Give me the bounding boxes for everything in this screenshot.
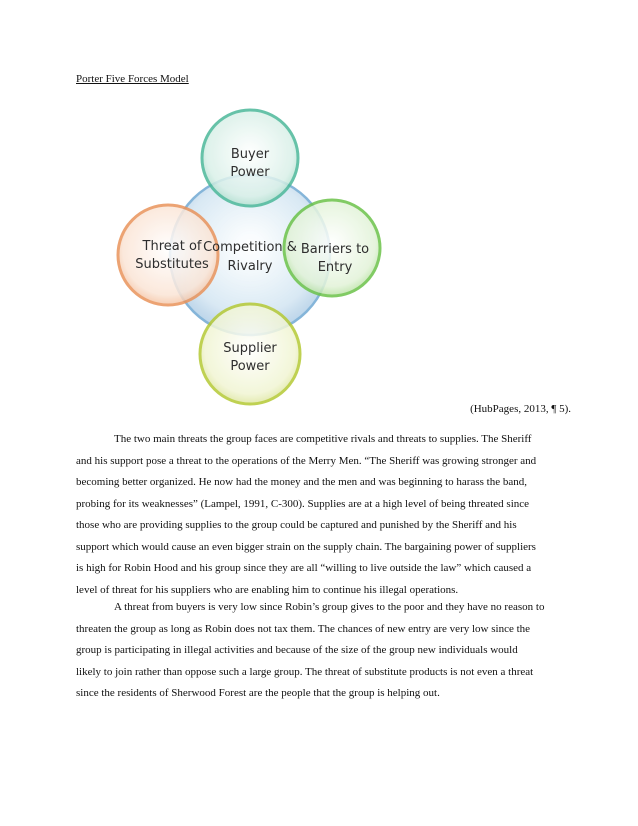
paragraph-line: support which would cause an even bigger strain on the supply chain. The bargaining power of suppliers — [76, 540, 536, 553]
left-label-1: Threat of — [142, 239, 202, 254]
porter-five-forces-diagram — [110, 90, 410, 410]
right-label-1: Barriers to — [300, 242, 370, 257]
paragraph-line: likely to join rather than oppose such a large group. The threat of substitute products is not even a threat — [76, 665, 534, 678]
paragraph-line: is high for Robin Hood and his group since they are all “willing to live outside the law” which caused a — [76, 562, 532, 574]
paragraph-line: level of threat for his suppliers who are enabling him to continue his illegal operations. — [76, 583, 459, 596]
bottom-label-1: Supplier — [223, 341, 277, 356]
paragraph-line: probing for its weaknesses” (Lampel, 1991, C-300). Supplies are at a high level of being threated since — [76, 497, 530, 510]
paragraph-rivals-suppliers — [76, 429, 566, 601]
top-label-1: Buyer — [230, 147, 270, 162]
left-circle — [118, 205, 218, 305]
paragraph-line: since the residents of Sherwood Forest are the people that the group is helping out. — [76, 687, 440, 699]
right-label-2: Entry — [317, 260, 353, 275]
center-label-1: Competition & — [203, 240, 297, 255]
paragraph-buyers-entry-substitutes — [76, 597, 566, 705]
top-label-2: Power — [230, 165, 270, 180]
paragraph-line: and his support pose a threat to the operations of the Merry Men. “The Sheriff was growing stronger and — [76, 454, 537, 467]
center-label-2: Rivalry — [227, 259, 273, 274]
paragraph-line: threaten the group as long as Robin does not tax them. The chances of new entry are very low since the — [76, 622, 531, 635]
paragraph-line: those who are providing supplies to the group could be captured and punished by the Sheriff and his — [76, 519, 517, 531]
image-citation: (HubPages, 2013, ¶ 5). — [470, 403, 571, 415]
paragraph-line: becoming better organized. He now had the money and the men and was beginning to harass the band, — [76, 476, 527, 488]
bottom-label-2: Power — [230, 359, 270, 374]
document-title: Porter Five Forces Model — [76, 73, 189, 85]
paragraph-line: group is participating in illegal activities and because of the size of the group new individuals would — [76, 644, 518, 656]
paragraph-line: The two main threats the group faces are competitive rivals and threats to supplies. The Sheriff — [114, 433, 532, 445]
paragraph-line: A threat from buyers is very low since Robin’s group gives to the poor and they have no reason to — [114, 601, 545, 613]
left-label-2: Substitutes — [135, 257, 209, 272]
